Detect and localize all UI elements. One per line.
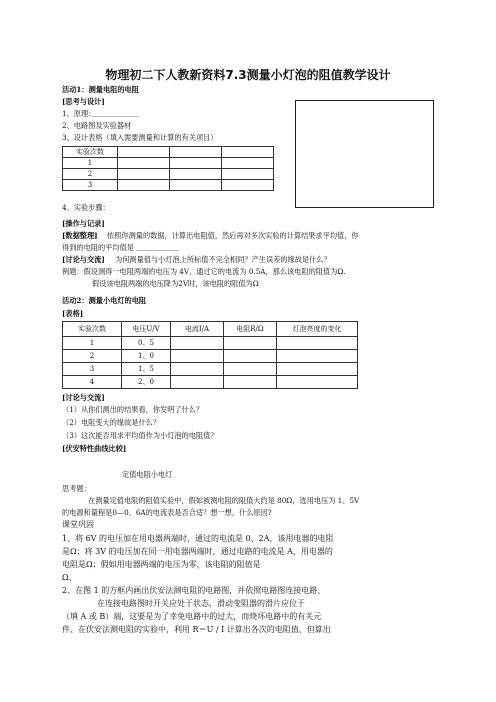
table-row: 2 <box>63 169 118 180</box>
graph-caption: 定值电阻小电灯 <box>122 470 173 479</box>
design-table-header: 实验次数 <box>63 147 118 158</box>
think-text-2: 的电源和量程是0—0、6A的电流表是否合适？想一想，什么原因? <box>62 508 272 517</box>
table-cell: 2、0 <box>122 376 171 389</box>
review-1a: 1、将 6V 的电压加在用电器两端时，通过的电流是 0、2A，该用电器的电阻 <box>62 534 334 543</box>
review-1b: 是Ω；将 3V 的电压加在同一用电器两端时，通过电路的电流是 A，用电器的 <box>62 547 333 556</box>
design-table-item: 3、设计表格（填入需要测量和计算的有关项目） <box>62 133 218 142</box>
bulb-table <box>62 321 358 389</box>
review-2b: 在连接电路图时开关应处于状态，滑动变阻器的滑片应位于 <box>97 599 305 608</box>
operate-label: [操作与记录] <box>62 219 105 228</box>
table-cell: 1、5 <box>122 363 171 376</box>
steps-item: 4、实验步骤： <box>62 203 110 212</box>
table-row: 1 <box>63 158 118 169</box>
activity2-heading: 活动2：测量小电灯的电阻 <box>62 296 147 305</box>
table-label: [表格] <box>62 309 84 318</box>
bulb-table-header: 电流I/A <box>171 322 224 337</box>
circuit-diagram-box <box>295 100 434 208</box>
question-1: （1）从你们测出的结果看，你发明了什么？ <box>62 405 204 414</box>
review-2d: 件、在伏安法测电阻的实验中，利用 R＝U / I 计算出各次的电阻值、但算出 <box>62 625 331 634</box>
data-text-2: 得到的电阻的平均值是 <box>62 243 134 252</box>
table-cell: 1 <box>63 337 122 350</box>
activity1-heading: 活动1：测量电阻的电阻 <box>62 85 139 94</box>
table-cell: 3 <box>63 363 122 376</box>
review-1c: 电阻是Ω；假如用电器两端的电压为零，该电阻的阻值是 <box>62 560 261 569</box>
circuit-item: 2、电路图及实验器材 <box>62 121 132 130</box>
think-text-1: 在测量定值电阻的阻值实验中，假如被测电阻的阻值大约是 80Ω，选用电压为 1、5V <box>88 496 360 505</box>
table-cell: 0、5 <box>122 337 171 350</box>
principle-item: 1、原理： <box>62 109 96 118</box>
bulb-table-header: 灯泡亮度的变化 <box>277 322 358 337</box>
data-label: [数据整理] <box>62 231 98 240</box>
bulb-table-header: 实验次数 <box>63 322 122 337</box>
question-2: （2）电阻变大的缘故是什么？ <box>62 418 161 427</box>
data-blank: ____________ <box>136 242 180 251</box>
think-label: 思考题： <box>62 484 91 493</box>
review-2c: （填 A 或 B）端，这要是为了幸免电路中的过大，而烧坏电路中的有关元 <box>62 612 322 621</box>
review-1d: Ω、 <box>62 573 77 582</box>
example-2: 假设该电阻两端的电压降为2V时，该电阻的阻值为Ω <box>92 279 259 288</box>
bulb-table-header: 电阻R/Ω <box>224 322 277 337</box>
review-2a: 2、在图 1 的方框内画出伏安法测电阻的电路图，并依照电路图连接电路、 <box>62 586 326 595</box>
example-1: 例题：假设测得一电阻两端的电压为 4V，通过它的电流为 0.5A，那么该电阻的阻值为Ω. <box>62 267 346 276</box>
discuss-text-1: 为何测量值与小灯泡上所标值不完全相同？产生误差的缘故是什么？ <box>115 255 331 264</box>
think-design-label: [思考与设计] <box>62 97 105 106</box>
design-table <box>62 146 274 191</box>
table-row: 3 <box>63 180 118 191</box>
discuss-label-2: [讨论与交流] <box>62 393 105 402</box>
table-cell: 2 <box>63 350 122 363</box>
table-cell: 4 <box>63 376 122 389</box>
review-label: 课堂巩固 <box>62 520 94 529</box>
question-3: （3）这次能否用求平均值作为小灯泡的电阻值？ <box>62 431 218 440</box>
table-cell: 1、0 <box>122 350 171 363</box>
bulb-table-header: 电压U/V <box>122 322 171 337</box>
discuss-label-1: [讨论与交流] <box>62 255 105 264</box>
principle-blank: _____________ <box>92 108 139 117</box>
data-text: 依照你测量的数据，计算出电阻值，然后再对多次实验的计算结果求平均值，你 <box>107 231 359 240</box>
page-title: 物理初二下人教新资料7.3测量小灯泡的阻值教学设计 <box>105 68 391 82</box>
va-curve-label: [伏安特性曲线比较] <box>62 444 127 453</box>
